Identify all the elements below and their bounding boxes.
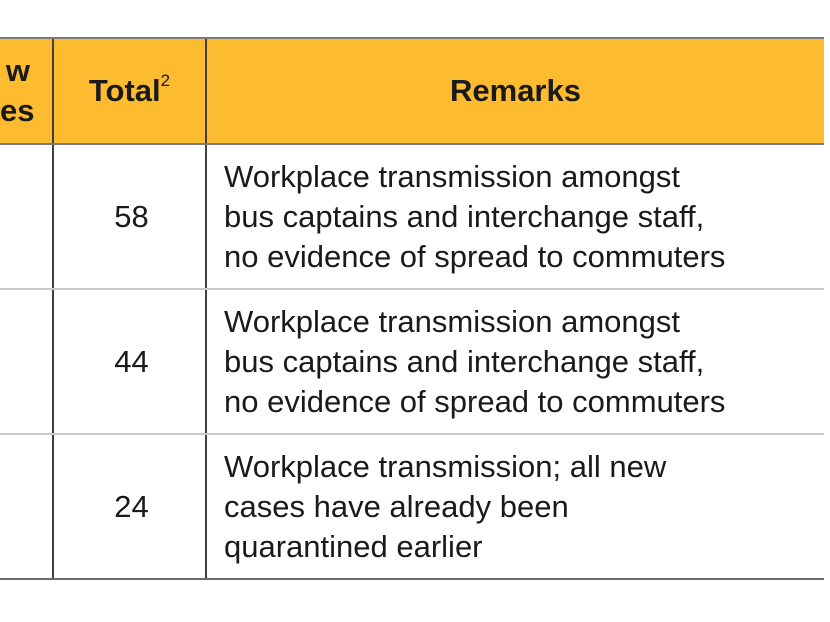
total-cell: 44 xyxy=(53,289,206,434)
cluster-table xyxy=(0,37,824,580)
table-body xyxy=(0,144,824,579)
total-cell: 58 xyxy=(53,144,206,289)
header-total-label: Total xyxy=(88,73,161,108)
header-row xyxy=(0,38,824,144)
remark-line: cases have already been xyxy=(224,488,569,524)
header-cell-remarks xyxy=(206,38,824,144)
new-cases-cell xyxy=(0,434,53,579)
remarks-cell xyxy=(206,434,824,579)
table-row xyxy=(0,434,824,579)
header-cell-new-cases-partial xyxy=(0,38,53,144)
remark-line: Workplace transmission; all new xyxy=(224,448,667,484)
header-partial-line-2: es xyxy=(0,93,35,128)
new-cases-cell xyxy=(0,144,53,289)
remarks-cell xyxy=(206,289,824,434)
cluster-table-container xyxy=(0,37,824,580)
remark-line: bus captains and interchange staff, xyxy=(224,343,705,379)
remark-line: quarantined earlier xyxy=(224,528,483,564)
remark-line: no evidence of spread to commuters xyxy=(224,238,726,274)
remark-line: Workplace transmission amongst xyxy=(224,158,680,194)
remark-line: no evidence of spread to commuters xyxy=(224,383,726,419)
remark-line: bus captains and interchange staff, xyxy=(224,198,705,234)
total-cell: 24 xyxy=(53,434,206,579)
table-header xyxy=(0,38,824,144)
header-partial-line-1: w xyxy=(5,53,30,88)
footnote-marker: 2 xyxy=(160,71,171,90)
remark-line: Workplace transmission amongst xyxy=(224,303,680,339)
new-cases-cell xyxy=(0,289,53,434)
header-remarks-label: Remarks xyxy=(450,73,581,108)
remarks-cell xyxy=(206,144,824,289)
table-row xyxy=(0,289,824,434)
header-cell-total xyxy=(53,38,206,144)
table-row xyxy=(0,144,824,289)
